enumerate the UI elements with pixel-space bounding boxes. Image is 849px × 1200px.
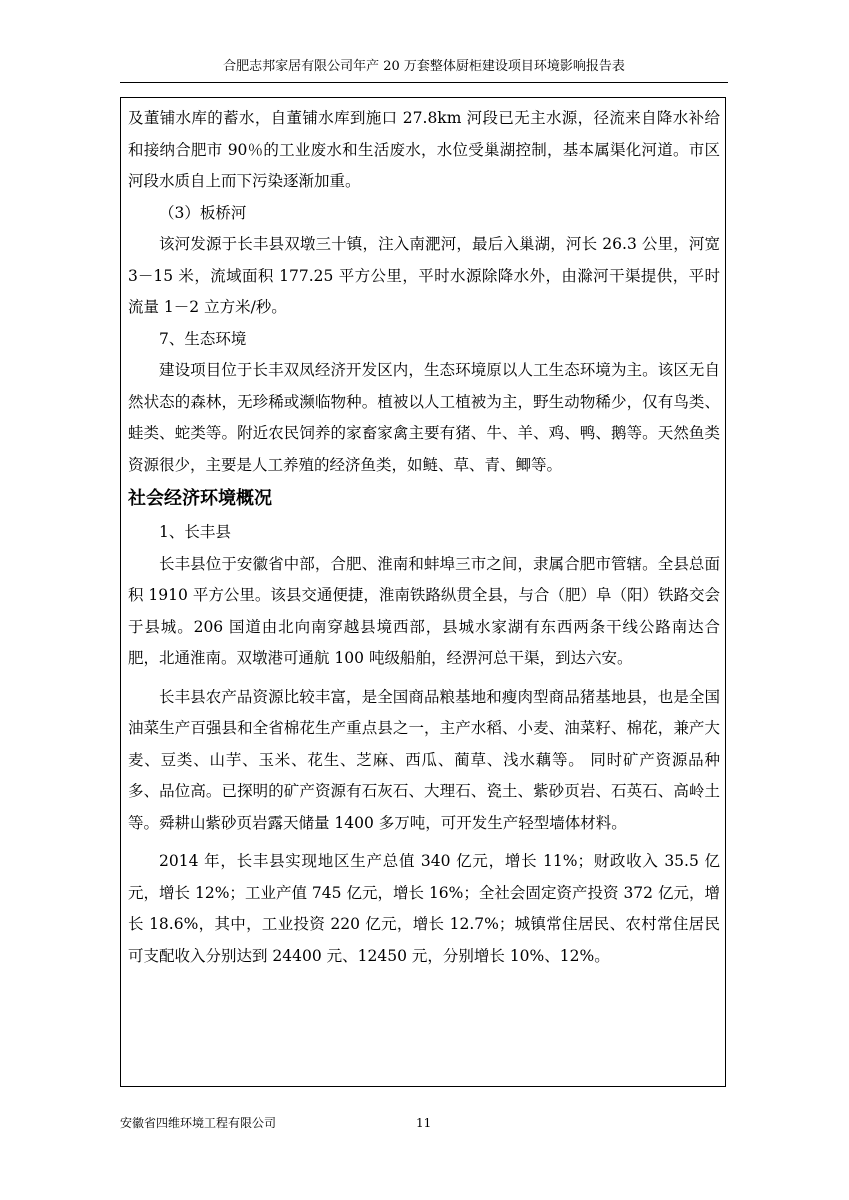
- footer-company: 安徽省四维环境工程有限公司: [120, 1116, 277, 1130]
- header-divider: [120, 82, 728, 83]
- section-heading-socioeconomic: 社会经济环境概况: [128, 488, 272, 509]
- paragraph-changfeng-economy: 2014 年，长丰县实现地区生产总值 340 亿元，增长 11%；财政收入 35.5 亿元，增长 12%；工业产值 745 亿元，增长 16%；全社会固定资产投资 372 亿元，增长 18.6%，其中，工业投资 220 亿元，增长 12.7%；城镇常住居民、农村常住居民可支配收入分别达到 24400 元、12450 元，分别增长 10%、12%。: [128, 852, 720, 965]
- document-body: [128, 103, 720, 972]
- paragraph-river-continuation: 及董铺水库的蓄水，自董铺水库到施口 27.8km 河段已无主水源，径流来自降水补给和接纳合肥市 90％的工业废水和生活废水，水位受巢湖控制，基本属渠化河道。市区河段水质自上而下污染逐渐加重。: [128, 109, 720, 190]
- paragraph-changfeng-resources: 长丰县农产品资源比较丰富，是全国商品粮基地和瘦肉型商品猪基地县，也是全国油菜生产百强县和全省棉花生产重点县之一，主产水稻、小麦、油菜籽、棉花，兼产大麦、豆类、山芋、玉米、花生、芝麻、西瓜、蔺草、浅水藕等。 同时矿产资源品种多、品位高。已探明的矿产资源有石灰石、大理石、瓷土、紫砂页岩、石英石、高岭土等。舜耕山紫砂页岩露天储量 1400 多万吨，可开发生产轻型墙体材料。: [128, 687, 720, 832]
- subheading-changfeng: 1、长丰县: [159, 523, 231, 541]
- paragraph-changfeng-location: 长丰县位于安徽省中部，合肥、淮南和蚌埠三市之间，隶属合肥市管辖。全县总面积 1910 平方公里。该县交通便捷，淮南铁路纵贯全县，与合（肥）阜（阳）铁路交会于县城。206 国道由北向南穿越县境西部，县城水家湖有东西两条干线公路南达合肥，北通淮南。双墩港可通航 100 吨级船舶，经淠河总干渠，到达六安。: [128, 554, 720, 667]
- page-header-title: 合肥志邦家居有限公司年产 20 万套整体厨柜建设项目环境影响报告表: [223, 59, 625, 74]
- paragraph-ecology: 建设项目位于长丰双凤经济开发区内，生态环境原以人工生态环境为主。该区无自然状态的森林，无珍稀或濒临物种。植被以人工植被为主，野生动物稀少，仅有鸟类、蛙类、蛇类等。附近农民饲养的家畜家禽主要有猪、牛、羊、鸡、鸭、鹅等。天然鱼类资源很少，主要是人工养殖的经济鱼类，如鲢、草、青、鲫等。: [128, 361, 720, 474]
- page-number: 11: [416, 1116, 432, 1130]
- paragraph-banqiao-river: 该河发源于长丰县双墩三十镇，注入南淝河，最后入巢湖，河长 26.3 公里，河宽 3－15 米，流域面积 177.25 平方公里，平时水源除降水外，由滁河干渠提供，平时流量 1－2 立方米/秒。: [128, 235, 720, 316]
- subheading-ecology: 7、生态环境: [159, 329, 247, 348]
- subheading-banqiao-river: （3）板桥河: [159, 203, 247, 222]
